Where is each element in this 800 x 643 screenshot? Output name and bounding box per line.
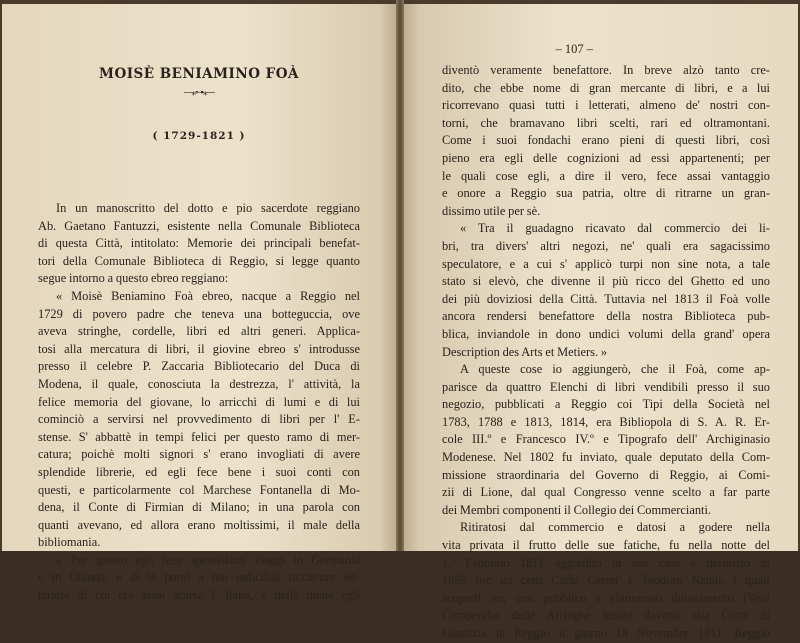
life-dates: ( 1729-1821 ) xyxy=(152,130,246,142)
text-line: 1783, 1788 e 1813, 1814, era Bibliopola di S. A. R. Er- xyxy=(442,414,770,429)
text-line: terarie di cui era assai scarsa l' Italia, e della quale egli xyxy=(38,588,360,603)
text-line: cominciò a servirsi nel provvedimento di libri per l' E- xyxy=(38,412,360,427)
page-number: – 107 – xyxy=(555,42,593,56)
text-line: dei più doviziosi della Città. Tuttavia nel 1813 il Foà volle xyxy=(442,291,770,306)
text-line: « Per questo egli fece spessissimi viaggi in Germania xyxy=(56,552,360,567)
text-line: catura; poichè molti signori s' erano invogliati di avere xyxy=(38,447,360,462)
text-line: 1729 di povero padre che teneva una botteguccia, ove xyxy=(38,306,360,321)
text-line: Compendio delle Arringhe tenute davanti alla Corte di xyxy=(442,608,770,623)
text-line: Modenese. Nel 1802 fu inviato, quale deputato della Com- xyxy=(442,450,770,465)
text-line: dito, che ebbe nome di gran mercante di libri, e a lui xyxy=(442,80,770,95)
text-line: blica, inviandole in dono undici volumi della grand' opera xyxy=(442,326,770,341)
text-line: torni, che bramavano libri scelti, rari ed oltramontani. xyxy=(442,115,770,130)
text-line: cole III.º e Francesco IV.º e Tipografo dell' Archiginasio xyxy=(442,432,770,447)
text-line: 1.º Febbraio 1811 aggredito in sua casa e derubato di xyxy=(442,555,770,570)
text-line: Ab. Gaetano Fantuzzi, esistente nella Comunale Biblioteca xyxy=(38,218,360,233)
text-line: 1955 lire da certi Carlo Carrer e Teodoro Natali, i quali xyxy=(442,573,770,588)
text-line: quanti avevano, ed allora erano moltissimi, il male della xyxy=(38,517,360,532)
text-line: Come i suoi fondachi erano pieni di questi libri, così xyxy=(442,133,770,148)
text-line: tosi alla mercatura di libri, il giovine ebreo s' introdusse xyxy=(38,341,360,356)
text-line: vita privata il frutto delle sue fatiche, fu nella notte del xyxy=(442,538,770,553)
text-line: presso il celebre P. Zaccaria Bibliotecario del Duca di xyxy=(38,359,360,374)
text-line: Description des Arts et Metiers. » xyxy=(442,344,608,359)
text-line: Modena, il quale, conosciuta la destrezza, l' attività, la xyxy=(38,376,360,391)
text-line: parisce da quattro Elenchi di libri vendibili presso il suo xyxy=(442,379,770,394)
text-line: segue intorno a questo ebreo reggiano: xyxy=(38,271,229,286)
text-line: « Tra il guadagno ricavato dal commercio dei li- xyxy=(460,221,770,236)
left-body-text xyxy=(38,200,360,605)
text-line: stato si elevò, che divenne il più ricco del Ghetto ed uno xyxy=(442,274,770,289)
text-line: bibliomania. xyxy=(38,535,101,550)
text-line: Giustizia in Reggio il giorno 18 Novembre 1811. Reggio xyxy=(442,626,770,640)
text-line: dissimo utile per sè. xyxy=(442,203,541,218)
text-line: ricorrevano quasi tutti i letterati, almeno de' nostri con- xyxy=(442,98,770,113)
right-body-text xyxy=(442,62,770,643)
text-line: splendide librerie, ed egli fece bene i suoi conti con xyxy=(38,464,360,479)
text-line: dena, il Conte di Firmian di Milano; in una parola con xyxy=(38,500,360,515)
text-line: A queste cose io aggiungerò, che il Foà, come ap- xyxy=(460,362,770,377)
text-line: missione straordinaria del Governo di Reggio, ai Comi- xyxy=(442,467,770,482)
text-line: bri, tra divers' altri negozi, ne' quali era sagacissimo xyxy=(442,238,770,253)
text-line: di questa Città, intitolato: Memorie dei principali benefat- xyxy=(38,236,360,251)
text-line: scoperti rei, con pubblico e clamoroso dibattimento (Vedi xyxy=(442,590,770,605)
text-line: felice memoria del giovane, lo arricchì di lumi e di lui xyxy=(38,394,360,409)
text-line: tori della Comunale Biblioteca di Reggio, si legge quanto xyxy=(38,253,360,268)
text-line: negozio, pubblicati a Reggio coi Tipi della Società nel xyxy=(442,397,770,412)
text-line: speculatore, e a cui s' applicò turpi non sine nota, a tale xyxy=(442,256,770,271)
book-gutter xyxy=(396,0,404,551)
text-line: In un manoscritto del dotto e pio sacerdote reggiano xyxy=(56,201,360,215)
text-line: pieno era egli delle cognizioni ad essi appartenenti; per xyxy=(442,150,770,165)
title-ornament: —⁎⊶⁎— xyxy=(183,88,215,98)
text-line: dei Membri componenti il Collegio dei Commercianti. xyxy=(442,502,712,517)
text-line: zii di Lione, dal qual Congresso venne scelto a far parte xyxy=(442,485,770,500)
text-line: stense. S' abbattè in tempi felici per questo ramo di mer- xyxy=(38,429,360,444)
text-line: questi, e particolarmente col Marchese Fontanella di Mo- xyxy=(38,482,360,497)
text-line: e onore a Reggio sua patria, oltre di ritrarne un gran- xyxy=(442,186,770,201)
chapter-title: MOISÈ BENIAMINO FOÀ xyxy=(99,66,299,82)
right-page xyxy=(404,4,798,640)
text-line: le quali cose egli, a dire il vero, fece assai vantaggio xyxy=(442,168,770,183)
text-line: aveva stringhe, cordelle, libri ed altri generi. Applica- xyxy=(38,324,360,339)
text-line: « Moisè Beniamino Foà ebreo, nacque a Reggio nel xyxy=(56,288,360,303)
text-line: ancora rendersi benefattore della nostra Biblioteca pub- xyxy=(442,309,770,324)
text-line: Ritiratosi dal commercio e datosi a godere nella xyxy=(460,520,770,535)
left-page xyxy=(2,4,396,603)
text-line: diventò veramente benefattore. In breve alzò tanto cre- xyxy=(442,63,770,77)
text-line: e in Olanda, e di là portò a noi indicibili ricchezze let- xyxy=(38,570,360,585)
